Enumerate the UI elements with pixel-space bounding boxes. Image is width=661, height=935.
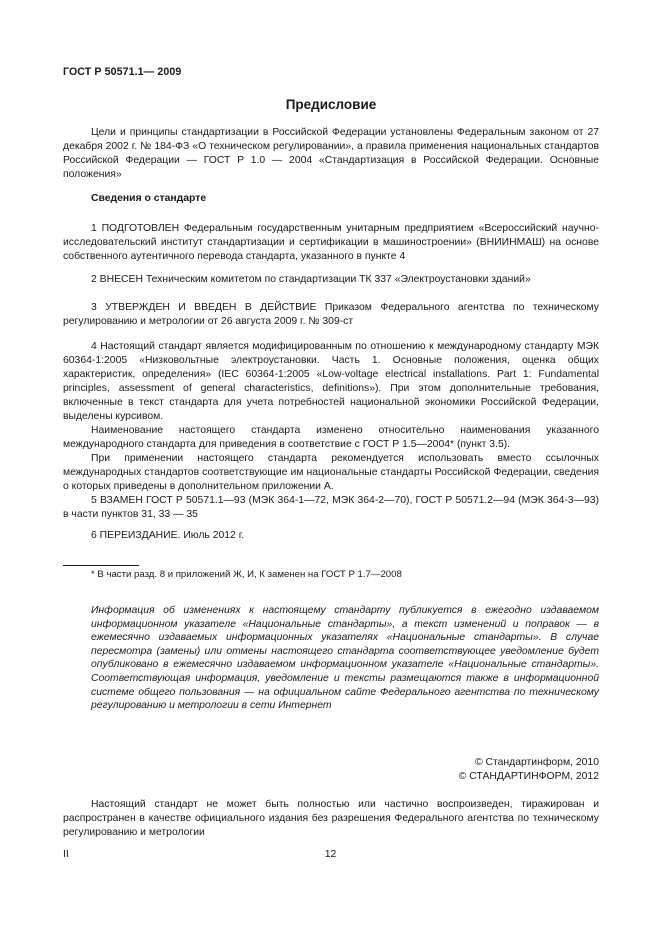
item-4-block bbox=[63, 340, 599, 522]
item-1-block bbox=[63, 222, 599, 264]
intro-paragraph: Цели и принципы стандартизации в Российской Федерации установлены Федеральным законом от 27 декабря 2002 г. № 184-ФЗ «О техническом регулировании», а правила применения национальных стандартов Российской Федерации — ГОСТ Р 1.0 — 2004 «Стандартизация в Российской Федерации. Основные положения» bbox=[63, 127, 599, 180]
info-notice-paragraph: Информация об изменениях к настоящему стандарту публикуется в ежегодно издаваемом информационном указателе «Национальные стандарты», а текст изменений и поправок — в ежемесячно издаваемых информационных указателях «Национальные стандарты». В случае пересмотра (замены) или отмены настоящего стандарта соответствующее уведомление будет опубликовано в ежемесячно издаваемом информационном указателе «Национальные стандарты». Соответствующая информация, уведомление и тексты размещаются также в информационной системе общего пользования — на официальном сайте Федерального агентства по техническому регулированию и метрологии в сети Интернет bbox=[91, 605, 599, 712]
item-4-paragraph-1: 4 Настоящий стандарт является модифицированным по отношению к международному стандарту МЭК 60364-1:2005 «Низковольтные электроустановки. Часть 1. Основные положения, оценка общих характеристик, определения» (IEC 60364-1:2005 «Low-voltage electrical installations. Part 1: Fundamental principles, assessment of general characteristics, definitions»). При этом дополнительные требования, включенные в текст стандарта для учета потребностей национальной экономики Российской Федерации, выделены курсивом. bbox=[63, 341, 599, 422]
item-2-paragraph: 2 ВНЕСЕН Техническим комитетом по стандартизации ТК 337 «Электроустановки зданий» bbox=[91, 274, 531, 285]
page-number: 12 bbox=[324, 849, 337, 860]
reproduction-notice-paragraph: Настоящий стандарт не может быть полностью или частично воспроизведен, тиражирован и распространен в качестве официального издания без разрешения Федерального агентства по техническому регулированию и метрологии bbox=[63, 799, 599, 838]
footnote-divider bbox=[63, 565, 139, 566]
copyright-line-2: © СТАНДАРТИНФОРМ, 2012 bbox=[458, 771, 599, 782]
item-2-block bbox=[63, 273, 599, 287]
roman-page-number: II bbox=[63, 849, 69, 860]
item-1-paragraph: 1 ПОДГОТОВЛЕН Федеральным государственным унитарным предприятием «Всероссийский научно-исследовательский институт стандартизации и сертификации в машиностроении» (ВНИИНМАШ) на основе собственного аутентичного перевода стандарта, указанного в пункте 4 bbox=[63, 223, 599, 262]
intro-paragraph-block bbox=[63, 126, 599, 182]
document-code: ГОСТ Р 50571.1— 2009 bbox=[63, 66, 182, 78]
info-notice-block bbox=[91, 604, 599, 713]
section-heading: Сведения о стандарте bbox=[91, 193, 207, 204]
reproduction-notice-block bbox=[63, 798, 599, 840]
item-5-paragraph: 5 ВЗАМЕН ГОСТ Р 50571.1—93 (МЭК 364-1—72, МЭК 364-2—70), ГОСТ Р 50571.2—94 (МЭК 364-3—93) в части пунктов 31, 33 — 35 bbox=[63, 495, 599, 520]
item-3-paragraph: 3 УТВЕРЖДЕН И ВВЕДЕН В ДЕЙСТВИЕ Приказом Федерального агентства по техническому регулированию и метрологии от 26 августа 2009 г. № 309-ст bbox=[63, 302, 599, 327]
item-6-block bbox=[63, 529, 599, 543]
item-4-paragraph-2: Наименование настоящего стандарта изменено относительно наименования указанного международного стандарта для приведения в соответствие с ГОСТ Р 1.5—2004* (пункт 3.5). bbox=[63, 425, 599, 450]
item-3-block bbox=[63, 301, 599, 329]
page-title: Предисловие bbox=[285, 97, 377, 112]
footnote: * В части разд. 8 и приложений Ж, И, К заменен на ГОСТ Р 1.7—2008 bbox=[91, 569, 402, 580]
item-6-paragraph: 6 ПЕРЕИЗДАНИЕ. Июль 2012 г. bbox=[91, 530, 245, 541]
copyright-line-1: © Стандартинформ, 2010 bbox=[474, 757, 599, 768]
copyright-block bbox=[459, 756, 599, 784]
item-4-paragraph-3: При применении настоящего стандарта рекомендуется использовать вместо ссылочных международных стандартов соответствующие им национальные стандарты Российской Федерации, сведения о которых приведены в дополнительном приложении А. bbox=[63, 453, 599, 492]
